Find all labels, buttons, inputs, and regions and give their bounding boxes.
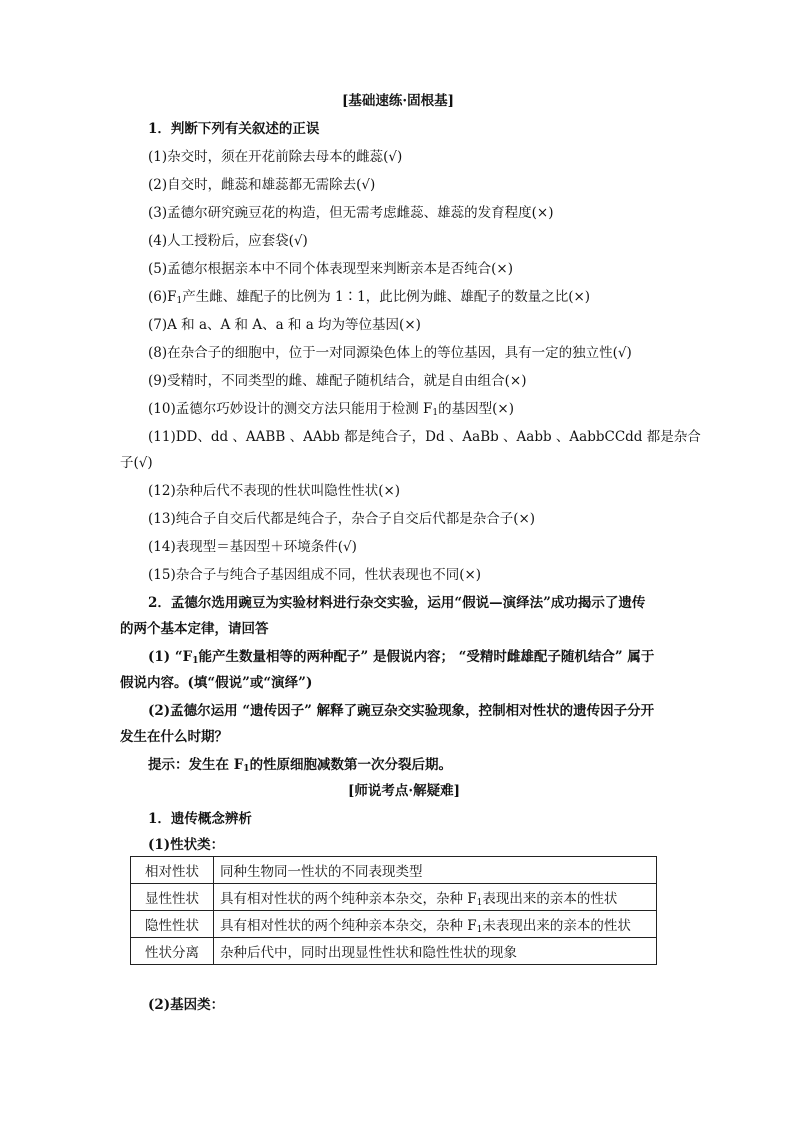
table-def-text: 具有相对性状的两个纯种亲本杂交，杂种 F [220, 891, 477, 907]
table-def-cell [214, 884, 657, 911]
table-def-tail: 表现出来的亲本的性状 [482, 891, 618, 907]
q1-item-8: (8)在杂合子的细胞中，位于一对同源染色体上的等位基因，具有一定的独立性(√) [148, 345, 632, 361]
q2-part-2-line-1: (2)孟德尔运用 “遗传因子” 解释了豌豆杂交实验现象，控制相对性状的遗传因子分开 [148, 703, 655, 719]
q2-tip-a: 提示：发生在 F [148, 757, 244, 773]
q1-item-10-tail: 的基因型(×) [438, 401, 514, 417]
q1-item-14: (14)表现型＝基因型＋环境条件(√) [148, 539, 357, 555]
concepts-sub-1: (1)性状类： [148, 837, 225, 853]
table-def-tail: 未表现出来的亲本的性状 [482, 918, 631, 934]
q1-item-12: (12)杂种后代不表现的性状叫隐性性状(×) [148, 483, 401, 499]
q1-item-5: (5)孟德尔根据亲本中不同个体表现型来判断亲本是否纯合(×) [148, 261, 513, 277]
q1-item-6 [120, 288, 590, 306]
concepts-sub-2: (2)基因类： [148, 997, 225, 1013]
concepts-title: 1．遗传概念辨析 [148, 811, 252, 827]
table-row [131, 884, 657, 911]
q1-item-6-text: 产生雌、雄配子的比例为 1∶1，此比例为雌、雄配子的数量之比(×) [182, 289, 591, 305]
question-2-line-1: 2．孟德尔选用豌豆为实验材料进行杂交实验，运用“假说—演绎法”成功揭示了遗传 [148, 595, 646, 611]
q2-part-1-b: 能产生数量相等的两种配子” 是假说内容； “受精时雌雄配子随机结合” 属于 [198, 649, 655, 665]
q2-tip-b: 的性原细胞减数第一次分裂后期。 [249, 757, 453, 773]
question-2-line-2: 的两个基本定律，请回答 [120, 621, 269, 637]
q1-item-15: (15)杂合子与纯合子基因组成不同，性状表现也不同(×) [148, 567, 482, 583]
q2-tip [120, 756, 452, 774]
q1-item-7: (7)A 和 a、A 和 A、a 和 a 均为等位基因(×) [148, 317, 421, 333]
table-def-text: 杂种后代中，同时出现显性性状和隐性性状的现象 [220, 945, 517, 961]
q1-item-13: (13)纯合子自交后代都是纯合子，杂合子自交后代都是杂合子(×) [148, 511, 536, 527]
table-term-cell: 隐性性状 [131, 911, 214, 938]
subscript-1: 1 [476, 925, 483, 935]
q1-item-10-text: (10)孟德尔巧妙设计的测交方法只能用于检测 F [148, 401, 433, 417]
subscript-1: 1 [243, 764, 250, 774]
table-term-cell: 性状分离 [131, 938, 214, 965]
q1-item-6-prefix: (6)F [148, 289, 177, 305]
q1-item-1: (1)杂交时，须在开花前除去母本的雌蕊(√) [148, 149, 403, 165]
question-1-title: 1．判断下列有关叙述的正误 [148, 121, 320, 137]
q1-item-11: (11)DD、dd 、AABB 、AAbb 都是纯合子，Dd 、AaBb 、Aabb 、AabbCCdd 都是杂合 [148, 429, 701, 445]
q1-item-9: (9)受精时，不同类型的雌、雄配子随机结合，就是自由组合(×) [148, 373, 527, 389]
trait-concepts-table [130, 856, 657, 965]
q2-part-1-a: (1) “F [148, 649, 193, 665]
subscript-1: 1 [476, 898, 483, 908]
q2-part-1-line-2: 假说内容。(填“假说”或“演绎”) [120, 675, 313, 691]
table-def-text: 具有相对性状的两个纯种亲本杂交，杂种 F [220, 918, 477, 934]
table-def-text: 同种生物同一性状的不同表现类型 [220, 864, 423, 880]
q2-part-1-line-1 [120, 648, 654, 666]
q1-item-3: (3)孟德尔研究豌豆花的构造，但无需考虑雌蕊、雄蕊的发育程度(×) [148, 205, 554, 221]
section-heading-teacher: [师说考点·解疑难] [348, 783, 460, 799]
table-def-cell [214, 938, 657, 965]
q1-item-10 [120, 400, 514, 418]
table-def-cell [214, 911, 657, 938]
table-row [131, 857, 657, 884]
section-heading-basic: [基础速练·固根基] [342, 93, 454, 109]
table-def-cell [214, 857, 657, 884]
q1-item-11-cont: 子(√) [120, 455, 153, 471]
subscript-1: 1 [176, 296, 183, 306]
table-term-cell: 相对性状 [131, 857, 214, 884]
subscript-1: 1 [432, 408, 439, 418]
q1-item-4: (4)人工授粉后，应套袋(√) [148, 233, 308, 249]
subscript-1: 1 [192, 656, 199, 666]
table-row [131, 938, 657, 965]
q1-item-2: (2)自交时，雌蕊和雄蕊都无需除去(√) [148, 177, 376, 193]
table-term-cell: 显性性状 [131, 884, 214, 911]
table-row [131, 911, 657, 938]
q2-part-2-line-2: 发生在什么时期？ [120, 729, 228, 745]
